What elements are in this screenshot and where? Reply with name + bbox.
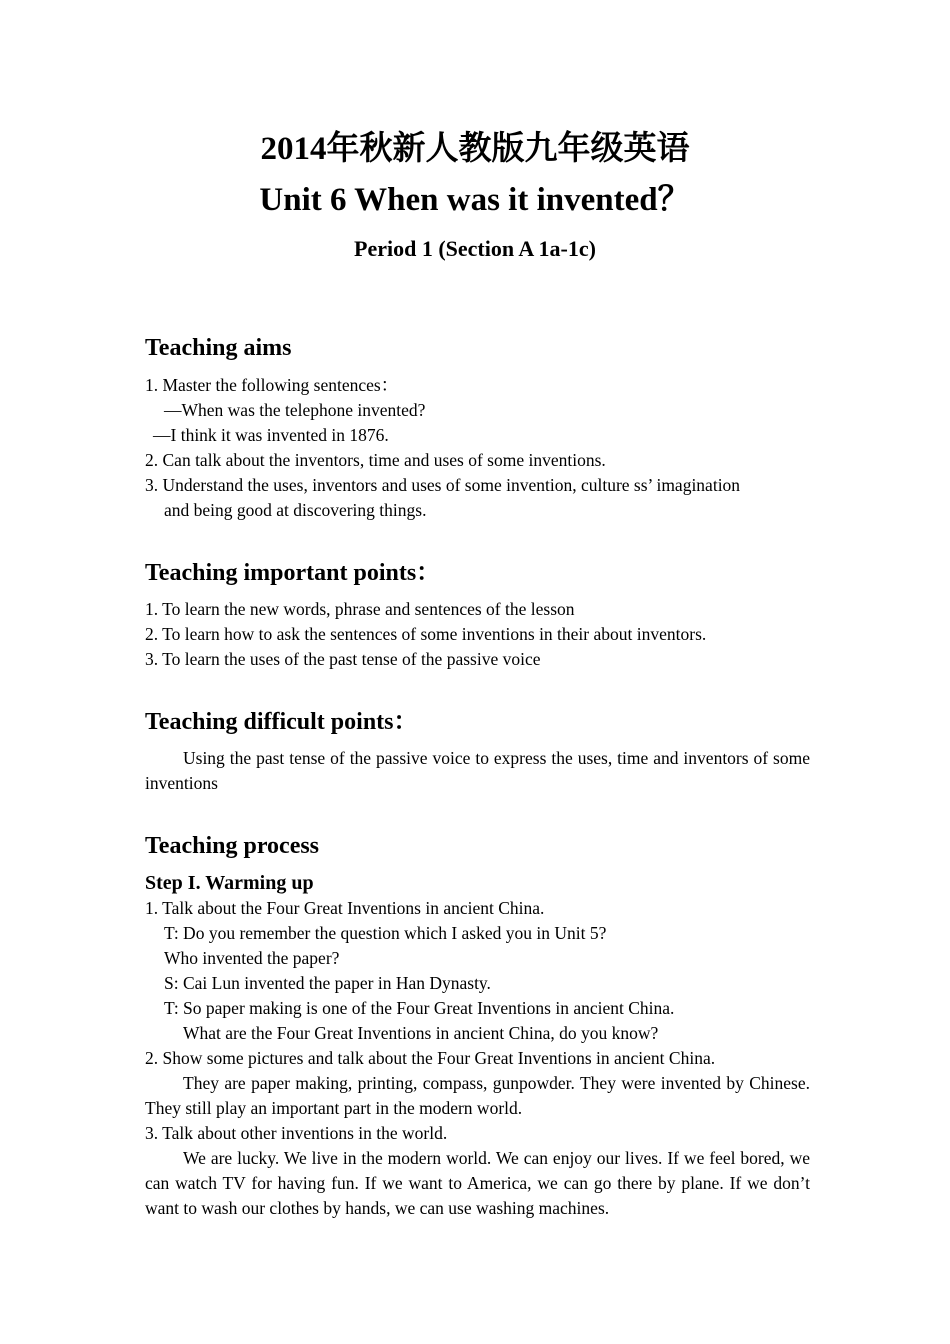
process-line-4: S: Cai Lun invented the paper in Han Dynasty. [164,973,491,993]
important-line-2: 2. To learn how to ask the sentences of some inventions in their about inventors. [145,624,707,644]
process-paragraph-2: We are lucky. We live in the modern world. We can enjoy our lives. If we feel bored, we can watch TV for having fun. If we want to America, we can go there by plane. If we don’t want to wash our clothes by hands, we can use washing machines. [145,1148,810,1218]
aims-line-5: 3. Understand the uses, inventors and uses of some invention, culture ss’ imagination [145,475,741,495]
important-heading: Teaching important points： [145,560,441,586]
difficult-text: Using the past tense of the passive voice to express the uses, time and inventors of some inventions [145,748,810,793]
process-line-5: T: So paper making is one of the Four Great Inventions in ancient China. [164,998,675,1018]
difficult-heading: Teaching difficult points： [145,709,418,735]
step1-heading: Step I. Warming up [145,872,314,894]
document-title: 2014年秋新人教版九年级英语 [260,131,690,167]
aims-section [145,333,810,363]
aims-line-2: —When was the telephone invented? [164,400,426,420]
aims-list [145,373,810,523]
process-line-6: What are the Four Great Inventions in ancient China, do you know? [183,1023,659,1043]
aims-line-1: 1. Master the following sentences： [145,375,399,395]
process-line-7: 2. Show some pictures and talk about the Four Great Inventions in ancient China. [145,1048,716,1068]
process-line-2: T: Do you remember the question which I asked you in Unit 5? [164,923,607,943]
important-line-1: 1. To learn the new words, phrase and sentences of the lesson [145,599,575,619]
process-step1 [145,871,810,1221]
process-heading: Teaching process [145,833,320,859]
process-line-3: Who invented the paper? [164,948,340,968]
aims-line-3: —I think it was invented in 1876. [153,425,389,445]
aims-heading: Teaching aims [145,335,292,361]
process-paragraph-1: They are paper making, printing, compass, gunpowder. They were invented by Chinese. They still play an important part in the modern world. [145,1073,810,1118]
process-section [145,831,810,861]
aims-line-6: and being good at discovering things. [164,500,427,520]
difficult-body [145,746,810,796]
process-line-8: 3. Talk about other inventions in the world. [145,1123,448,1143]
important-list [145,597,810,672]
aims-line-4: 2. Can talk about the inventors, time and uses of some inventions. [145,450,606,470]
difficult-section [145,707,810,737]
important-section [145,558,810,588]
period-subtitle: Period 1 (Section A 1a-1c) [354,236,596,261]
unit-title: Unit 6 When was it invented？ [259,182,691,218]
important-line-3: 3. To learn the uses of the past tense of the passive voice [145,649,541,669]
process-line-1: 1. Talk about the Four Great Inventions in ancient China. [145,898,545,918]
